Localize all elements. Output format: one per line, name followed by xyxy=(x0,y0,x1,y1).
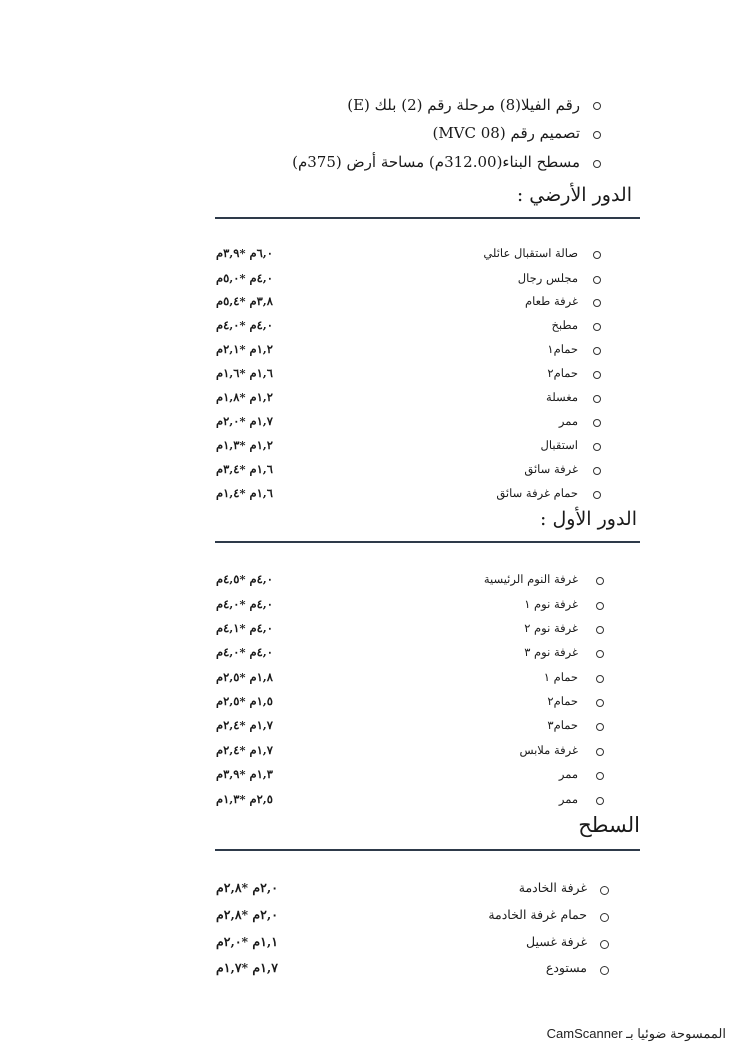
bullet-icon xyxy=(600,966,609,975)
room-dimensions: ٤,٠م *٤,٠م xyxy=(216,318,273,332)
room-name: غرفة الخادمة xyxy=(518,880,587,895)
room-dimensions: ١,٣م *٣,٩م xyxy=(216,767,273,781)
room-dimensions: ٤,٠م *٥,٠م xyxy=(216,271,273,285)
bullet-icon xyxy=(596,797,604,805)
room-dimensions: ١,٧م *٢,٠م xyxy=(216,414,273,428)
bullet-icon xyxy=(593,443,601,451)
section-divider xyxy=(215,541,640,543)
bullet-icon xyxy=(593,102,601,110)
room-dimensions: ٤,٠م *٤,٥م xyxy=(216,572,273,586)
room-dimensions: ٣,٨م *٥,٤م xyxy=(216,294,273,308)
room-name: حمام٣ xyxy=(547,718,578,732)
room-dimensions: ١,٧م *٢,٤م xyxy=(216,743,273,757)
bullet-icon xyxy=(596,748,604,756)
section-divider xyxy=(215,849,640,851)
header-line: تصميم رقم (MVC 08) xyxy=(432,124,580,142)
bullet-icon xyxy=(593,347,601,355)
header-line: مسطح البناء(312.00م) مساحة أرض (375م) xyxy=(292,153,580,171)
bullet-icon xyxy=(600,886,609,895)
room-name: ممر xyxy=(558,792,578,806)
bullet-icon xyxy=(596,723,604,731)
room-name: غرفة النوم الرئيسية xyxy=(483,572,578,586)
room-name: حمام غرفة سائق xyxy=(496,486,578,500)
room-dimensions: ١,٦م *١,٤م xyxy=(216,486,273,500)
room-dimensions: ١,٨م *٢,٥م xyxy=(216,670,273,684)
room-name: حمام١ xyxy=(547,342,578,356)
bullet-icon xyxy=(596,772,604,780)
bullet-icon xyxy=(593,131,601,139)
room-dimensions: ٢,٠م *٢,٨م xyxy=(216,907,278,922)
room-dimensions: ١,٢م *١,٣م xyxy=(216,438,273,452)
room-dimensions: ١,٦م *١,٦م xyxy=(216,366,273,380)
bullet-icon xyxy=(596,650,604,658)
room-dimensions: ١,٢م *١,٨م xyxy=(216,390,273,404)
header-line: رقم الفيلا(8) مرحلة رقم (2) بلك (E) xyxy=(347,96,580,114)
room-name: غرفة نوم ٣ xyxy=(524,645,578,659)
section-title: الدور الأول : xyxy=(540,508,637,530)
room-name: ممر xyxy=(558,767,578,781)
bullet-icon xyxy=(596,699,604,707)
room-name: حمام غرفة الخادمة xyxy=(488,907,587,922)
section-divider xyxy=(215,217,640,219)
room-dimensions: ١,٢م *٢,١م xyxy=(216,342,273,356)
watermark-brand: CamScanner xyxy=(546,1026,623,1041)
room-dimensions: ١,٧م *٢,٤م xyxy=(216,718,273,732)
room-dimensions: ٢,٥م *١,٣م xyxy=(216,792,273,806)
room-dimensions: ٢,٠م *٢,٨م xyxy=(216,880,278,895)
bullet-icon xyxy=(596,577,604,585)
bullet-icon xyxy=(600,940,609,949)
bullet-icon xyxy=(593,419,601,427)
room-dimensions: ١,١م *٢,٠م xyxy=(216,934,278,949)
bullet-icon xyxy=(593,160,601,168)
bullet-icon xyxy=(596,675,604,683)
room-name: غرفة نوم ١ xyxy=(524,597,578,611)
room-name: مطبخ xyxy=(551,318,578,332)
room-dimensions: ١,٥م *٢,٥م xyxy=(216,694,273,708)
bullet-icon xyxy=(596,602,604,610)
bullet-icon xyxy=(593,323,601,331)
room-name: غرفة سائق xyxy=(524,462,578,476)
room-dimensions: ٤,٠م *٤,١م xyxy=(216,621,273,635)
room-name: غرفة ملابس xyxy=(519,743,578,757)
bullet-icon xyxy=(600,913,609,922)
bullet-icon xyxy=(593,395,601,403)
room-name: حمام٢ xyxy=(547,366,578,380)
room-name: حمام ١ xyxy=(543,670,578,684)
section-title: السطح xyxy=(578,813,640,837)
room-dimensions: ١,٦م *٣,٤م xyxy=(216,462,273,476)
bullet-icon xyxy=(593,276,601,284)
room-name: مجلس رجال xyxy=(517,271,578,285)
room-name: صالة استقبال عائلي xyxy=(483,246,578,260)
bullet-icon xyxy=(593,491,601,499)
room-name: مستودع xyxy=(545,960,587,975)
watermark-prefix: الممسوحة ضوئيا بـ xyxy=(626,1026,726,1041)
room-name: حمام٢ xyxy=(547,694,578,708)
scanner-watermark xyxy=(547,1026,726,1042)
bullet-icon xyxy=(593,371,601,379)
room-dimensions: ٦,٠م *٣,٩م xyxy=(216,246,273,260)
section-title: الدور الأرضي : xyxy=(516,184,632,206)
room-name: غرفة غسيل xyxy=(525,934,587,949)
room-name: ممر xyxy=(558,414,578,428)
bullet-icon xyxy=(596,626,604,634)
room-name: غرفة نوم ٢ xyxy=(524,621,578,635)
room-dimensions: ١,٧م *١,٧م xyxy=(216,960,278,975)
room-dimensions: ٤,٠م *٤,٠م xyxy=(216,597,273,611)
bullet-icon xyxy=(593,251,601,259)
bullet-icon xyxy=(593,467,601,475)
room-dimensions: ٤,٠م *٤,٠م xyxy=(216,645,273,659)
room-name: غرفة طعام xyxy=(524,294,578,308)
room-name: مغسلة xyxy=(546,390,578,404)
room-name: استقبال xyxy=(540,438,578,452)
bullet-icon xyxy=(593,299,601,307)
